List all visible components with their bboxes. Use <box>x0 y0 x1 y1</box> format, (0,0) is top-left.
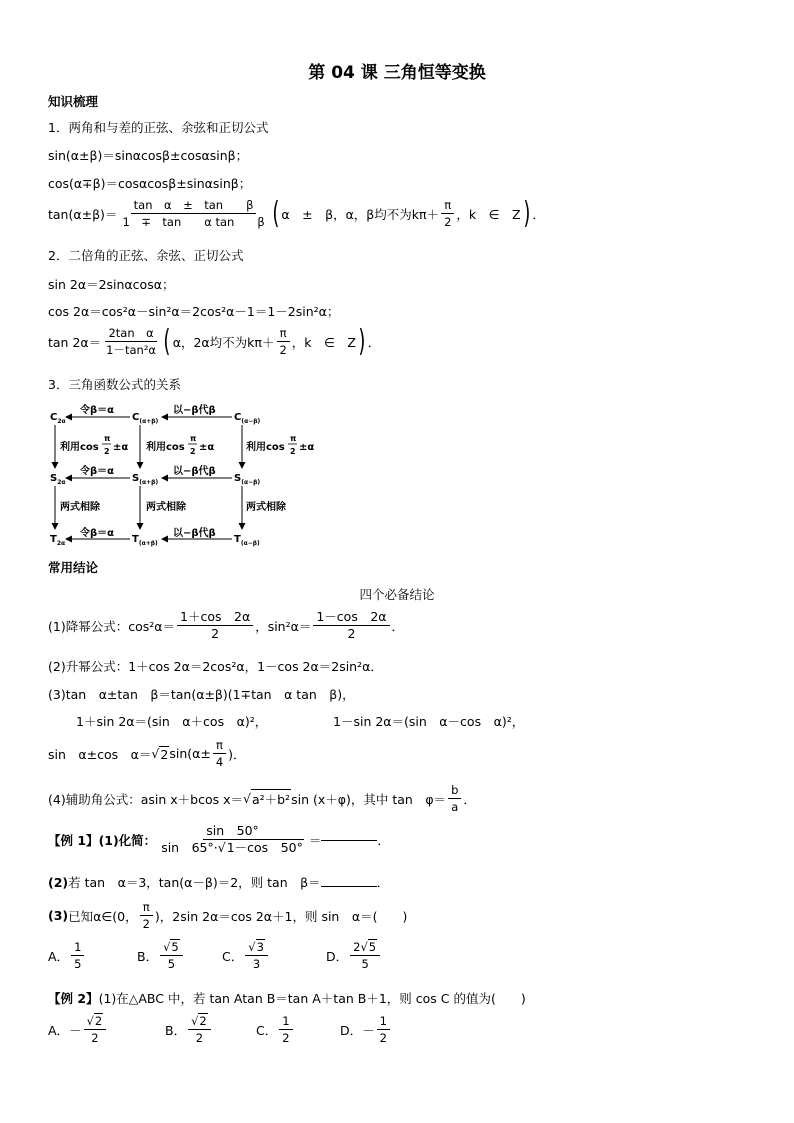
fraction-denominator: 2 <box>211 626 220 641</box>
formula-tan-sum-condition: α ± β，α，β均不为kπ＋ <box>281 206 440 222</box>
equals-sign: ＝ <box>308 832 322 848</box>
conclusion-2: (2)升幂公式：1＋cos 2α＝2cos²α，1－cos 2α＝2sin²α． <box>48 659 383 674</box>
sqrt-radicand: 5 <box>368 940 377 954</box>
fraction-numerator <box>245 940 268 956</box>
sqrt-icon: √ <box>360 940 368 954</box>
fraction-numerator: 2tan α <box>105 326 156 342</box>
right-paren: ) <box>522 195 530 231</box>
node-cab: $C_{(\alpha+\beta)}$ <box>132 412 159 425</box>
svg-text:π: π <box>190 434 197 443</box>
example-1-part-2 <box>48 873 389 891</box>
label-let-beta-row2: 令β＝α <box>80 466 115 477</box>
denominator-text: sin 65°· <box>161 840 218 855</box>
fraction-denominator: a <box>451 800 459 814</box>
pi-over-2-fraction <box>140 900 153 931</box>
option-label: D． <box>326 948 349 964</box>
fraction-numerator <box>350 940 380 956</box>
fraction-denominator <box>158 840 307 855</box>
section-heading-conclusion: 常用结论 <box>48 560 99 575</box>
fraction-denominator: 5 <box>361 957 369 971</box>
example-1-part-3-text-a: 已知α∈(0， <box>68 908 138 924</box>
svg-text:π: π <box>290 434 297 443</box>
svg-text:±α: ±α <box>299 442 315 453</box>
formula-tan-sum <box>48 195 545 231</box>
sqrt-icon: √ <box>151 746 160 761</box>
label-neg-beta-row2: 以−β代β <box>173 466 216 477</box>
option-fraction <box>245 940 268 971</box>
conclusion-3c-mid: sin(α± <box>169 746 211 761</box>
formula-sin2: sin 2α＝2sinαcosα； <box>48 277 175 292</box>
conclusion-3c-lhs: sin α±cos α＝ <box>48 746 152 762</box>
fraction-numerator: 1 <box>279 1014 292 1030</box>
svg-text:π: π <box>104 434 111 443</box>
conclusion-1 <box>48 610 404 641</box>
svg-text:2: 2 <box>190 447 196 456</box>
formula-tan2 <box>48 323 381 359</box>
option-label: C． <box>222 948 244 964</box>
formula-tan-sum-lhs: tan(α±β)＝ <box>48 206 118 222</box>
example-1-option-d[interactable] <box>326 940 382 971</box>
sqrt-icon: √ <box>242 791 251 806</box>
formula-tan-sum-condition-end: ，k ∈ Z <box>456 206 521 222</box>
pi-over-4-fraction <box>213 738 226 769</box>
label-let-beta-row3: 令β＝α <box>80 528 115 539</box>
fraction-denominator: 2 <box>379 1031 387 1045</box>
fraction-numerator <box>160 940 183 956</box>
svg-text:2: 2 <box>104 447 110 456</box>
option-fraction <box>279 1014 292 1045</box>
fraction-numerator: b <box>448 783 461 799</box>
example-1-option-c[interactable] <box>222 940 270 971</box>
sqrt-icon: √ <box>191 1014 199 1028</box>
option-label: A． <box>48 948 70 964</box>
example-2-question <box>48 989 526 1007</box>
fraction-denominator: 2 <box>91 1031 99 1045</box>
example-2-option-b[interactable] <box>165 1014 213 1045</box>
conclusion-3b-right: 1－sin 2α＝(sin α－cos α)²， <box>333 714 525 729</box>
fraction-denominator: 2 <box>444 215 452 229</box>
fraction-denominator: 3 <box>252 957 261 971</box>
fraction-numerator: π <box>213 738 226 754</box>
option-label: A． <box>48 1022 70 1038</box>
fraction-numerator: 1＋cos 2α <box>177 610 253 626</box>
svg-text:利用cos: 利用cos <box>146 442 185 453</box>
option-sign: － <box>69 1022 82 1038</box>
simplify-fraction <box>158 824 307 855</box>
formula-cos2: cos 2α＝cos²α－sin²α＝2cos²α－1＝1－2sin²α； <box>48 304 340 319</box>
example-1-part-3 <box>48 900 407 931</box>
option-label: C． <box>256 1022 278 1038</box>
pi-over-2-fraction <box>276 326 289 357</box>
example-1-part-3-label: (3) <box>48 908 69 923</box>
formula-tan2-fraction <box>103 326 159 357</box>
left-paren: ( <box>272 195 280 231</box>
node-t2a: $T_{2\alpha}$ <box>50 534 66 547</box>
fraction-denominator: 2 <box>142 917 150 931</box>
example-1-part-3-text-b: )，2sin 2α＝cos 2α＋1，则 sin α＝( ) <box>154 908 408 924</box>
left-paren: ( <box>163 323 171 359</box>
period: ． <box>391 618 405 634</box>
formula-tan-sum-fraction <box>119 198 267 229</box>
label-neg-beta-row1: 以−β代β <box>173 405 216 416</box>
label-let-beta-row1: 令β＝α <box>80 405 115 416</box>
period: ． <box>377 832 390 848</box>
option-sign: － <box>362 1022 375 1038</box>
example-1-part-2-text: 若 tan α＝3，tan(α－β)＝2，则 tan β＝ <box>68 875 321 890</box>
fraction-numerator: sin 50° <box>203 824 262 840</box>
svg-text:利用cos: 利用cos <box>246 442 285 453</box>
fraction-numerator: 1－cos 2α <box>313 610 389 626</box>
conclusion-4-mid: sin (x＋φ)，其中 tan φ＝ <box>291 791 447 807</box>
sqrt-icon: √ <box>86 1014 94 1028</box>
node-samb: $S_{(\alpha-\beta)}$ <box>234 473 261 486</box>
option-label: B． <box>137 948 159 964</box>
conclusion-1-label: (1)降幂公式：cos²α＝ <box>48 618 175 634</box>
period: ． <box>376 875 390 890</box>
label-divide-col3: 两式相除 <box>246 502 286 513</box>
svg-text:利用cos: 利用cos <box>60 442 99 453</box>
node-c2a: $C_{2\alpha}$ <box>50 412 66 425</box>
formula-heading-2: 2．二倍角的正弦、余弦、正切公式 <box>48 248 244 263</box>
node-tamb: $T_{(\alpha-\beta)}$ <box>234 534 260 547</box>
pi-over-2-fraction <box>441 198 454 229</box>
label-use-cos-col3 <box>245 434 314 456</box>
fraction-numerator: 1 <box>71 940 84 956</box>
label-use-cos-col2 <box>145 434 214 456</box>
conclusion-3b-left: 1＋sin 2α＝(sin α＋cos α)²， <box>76 714 268 729</box>
fraction-denominator: 2 <box>347 626 356 641</box>
fraction-cos-square <box>177 610 253 641</box>
example-1-part-1 <box>48 824 390 855</box>
sqrt-icon: √ <box>163 940 171 954</box>
formula-heading-1: 1．两角和与差的正弦、余弦和正切公式 <box>48 120 269 135</box>
fraction-denominator: 2 <box>195 1031 204 1045</box>
label-divide-col2: 两式相除 <box>146 502 186 513</box>
example-1-option-b[interactable] <box>137 940 185 971</box>
example-2-option-d[interactable] <box>340 1014 392 1045</box>
conclusion-center-title: 四个必备结论 <box>359 587 435 602</box>
conclusion-4 <box>48 783 476 814</box>
option-fraction <box>160 940 183 971</box>
conclusion-4-lhs: (4)辅助角公式：asin x＋bcos x＝ <box>48 791 243 807</box>
formula-tan2-condition: α，2α均不为kπ＋ <box>172 334 275 350</box>
conclusion-1-mid: ，sin²α＝ <box>255 618 312 634</box>
example-2-tag: 【例 2】 <box>48 991 99 1006</box>
example-1-part-1-label: (1)化简： <box>98 832 157 848</box>
formula-relationship-diagram <box>46 398 326 550</box>
sqrt-radicand: 1－cos 50° <box>226 840 303 855</box>
option-fraction <box>71 940 84 971</box>
label-use-cos-col1 <box>59 434 128 456</box>
fraction-sin-square <box>313 610 389 641</box>
conclusion-3c-end: )． <box>228 746 246 762</box>
svg-text:±α: ±α <box>113 442 129 453</box>
option-fraction <box>84 1014 107 1045</box>
formula-heading-3: 3．三角函数公式的关系 <box>48 377 181 392</box>
fraction-numerator: π <box>277 326 290 342</box>
example-1-tag: 【例 1】 <box>48 832 99 848</box>
sqrt-radicand: 3 <box>256 940 264 954</box>
example-1-part-2-label: (2) <box>48 875 69 890</box>
answer-blank[interactable] <box>321 839 377 841</box>
period: ． <box>367 334 381 350</box>
conclusion-3c <box>48 738 246 769</box>
option-fraction <box>377 1014 390 1045</box>
coefficient: 2 <box>353 940 361 954</box>
label-divide-col1: 两式相除 <box>60 502 100 513</box>
option-fraction <box>188 1014 211 1045</box>
option-label: D． <box>340 1022 363 1038</box>
fraction-numerator: π <box>140 900 153 916</box>
b-over-a-fraction <box>448 783 461 814</box>
answer-blank[interactable] <box>321 885 377 887</box>
svg-text:±α: ±α <box>199 442 215 453</box>
formula-cos-sum: cos(α∓β)＝cosαcosβ±sinαsinβ； <box>48 176 252 191</box>
fraction-denominator: 1－tan²α <box>106 343 157 357</box>
fraction-denominator: 5 <box>167 957 176 971</box>
sqrt-radicand: 2 <box>94 1014 103 1028</box>
svg-text:2: 2 <box>290 447 296 456</box>
fraction-denominator: 2 <box>282 1031 290 1045</box>
fraction-denominator: 4 <box>215 755 224 769</box>
formula-tan2-condition-end: ，k ∈ Z <box>291 334 356 350</box>
sqrt-radicand: 5 <box>171 940 179 954</box>
fraction-numerator: 1 <box>377 1014 390 1030</box>
fraction-numerator: π <box>441 198 454 214</box>
formula-sin-sum: sin(α±β)＝sinαcosβ±cosαsinβ； <box>48 148 249 163</box>
fraction-denominator: 1 ∓ tan α tan β <box>122 215 265 229</box>
fraction-denominator: 2 <box>279 343 287 357</box>
sqrt-radicand: 2 <box>199 1014 207 1028</box>
fraction-denominator: 5 <box>74 957 82 971</box>
sqrt-icon: √ <box>217 840 226 855</box>
example-2-option-c[interactable] <box>256 1014 295 1045</box>
sqrt-icon: √ <box>248 940 256 954</box>
label-neg-beta-row3: 以−β代β <box>173 528 216 539</box>
sqrt-radicand: 2 <box>160 746 169 762</box>
fraction-numerator <box>188 1014 211 1030</box>
node-camb: $C_{(\alpha-\beta)}$ <box>234 412 261 425</box>
node-tab: $T_{(\alpha+\beta)}$ <box>132 534 158 547</box>
section-heading-knowledge: 知识梳理 <box>48 94 99 109</box>
example-2-option-a[interactable] <box>48 1014 108 1045</box>
period: ． <box>532 206 545 222</box>
right-paren: ) <box>358 323 366 359</box>
example-1-option-a[interactable] <box>48 940 86 971</box>
fraction-numerator: tan α ± tan β <box>131 198 257 214</box>
option-fraction <box>350 940 380 971</box>
sqrt-radicand: a²＋b² <box>251 789 291 808</box>
option-label: B． <box>165 1022 187 1038</box>
conclusion-3a: (3)tan α±tan β＝tan(α±β)(1∓tan α tan β)， <box>48 687 355 702</box>
fraction-numerator <box>84 1014 107 1030</box>
page-title: 第 04 课 三角恒等变换 <box>308 63 486 83</box>
formula-tan2-lhs: tan 2α＝ <box>48 334 102 350</box>
period: ． <box>463 791 476 807</box>
node-s2a: $S_{2\alpha}$ <box>50 473 66 486</box>
example-2-text: (1)在△ABC 中，若 tan Atan B＝tan A＋tan B＋1，则 cos C 的值为( ) <box>98 991 526 1006</box>
node-sab: $S_{(\alpha+\beta)}$ <box>132 473 159 486</box>
